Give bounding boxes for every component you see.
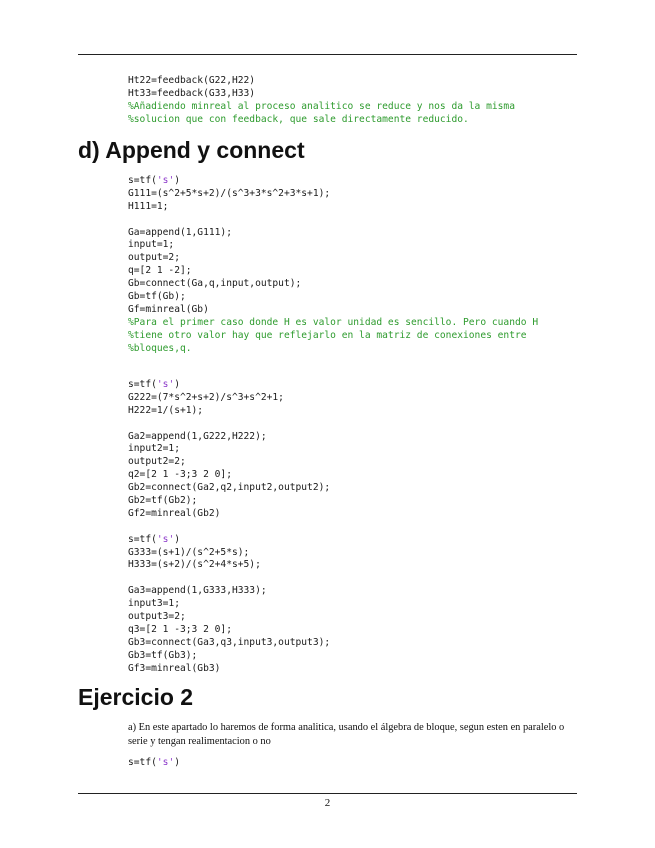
code-string-literal: 's' [156, 757, 175, 768]
code-comment-line: %bloques,q. [128, 342, 192, 354]
section-heading-append-connect: d) Append y connect [78, 137, 305, 163]
blank-line [128, 214, 538, 227]
blank-line [128, 521, 330, 534]
code-line: input=1; [128, 239, 175, 251]
header-rule [78, 54, 577, 55]
code-line: output2=2; [128, 456, 186, 468]
code-line: q2=[2 1 -3;3 2 0]; [128, 469, 232, 481]
code-line [128, 175, 538, 188]
code-block-ejercicio-2 [128, 757, 180, 770]
code-token: ) [174, 175, 180, 186]
code-token: s=tf( [128, 175, 157, 186]
code-line [128, 379, 330, 392]
code-block-feedback [128, 75, 515, 127]
code-line: Gf2=minreal(Gb2) [128, 507, 221, 519]
code-block-append-connect-1 [128, 175, 538, 355]
code-string-literal: 's' [156, 175, 175, 186]
code-line: Gb2=connect(Ga2,q2,input2,output2); [128, 482, 331, 494]
code-line: Gb3=connect(Ga3,q3,input3,output3); [128, 636, 331, 648]
code-line: H333=(s+2)/(s^2+4*s+5); [128, 559, 261, 571]
code-line: G222=(7*s^2+s+2)/s^3+s^2+1; [128, 391, 284, 403]
code-line: Gf=minreal(Gb) [128, 303, 209, 315]
code-line: Gb=connect(Ga,q,input,output); [128, 278, 302, 290]
code-line: Gb3=tf(Gb3); [128, 649, 198, 661]
code-block-append-connect-2 [128, 379, 330, 675]
page-number: 2 [324, 797, 331, 809]
code-comment-line: %Para el primer caso donde H es valor unidad es sencillo. Pero cuando H [128, 316, 539, 328]
code-line: input3=1; [128, 598, 180, 610]
blank-line [128, 572, 330, 585]
code-line: Gf3=minreal(Gb3) [128, 662, 221, 674]
ejercicio-2-paragraph: a) En este apartado lo haremos de forma analitica, usando el álgebra de bloque, segun esten en paralelo o serie y tengan realimentacion o no [128, 722, 565, 747]
code-line: G111=(s^2+5*s+2)/(s^3+3*s^2+3*s+1); [128, 187, 331, 199]
code-token: ) [174, 379, 180, 390]
code-line: H111=1; [128, 200, 169, 212]
code-line: Gb=tf(Gb); [128, 291, 186, 303]
code-line: input2=1; [128, 443, 180, 455]
code-string-literal: 's' [156, 379, 175, 390]
code-line: output=2; [128, 252, 180, 264]
code-token: s=tf( [128, 379, 157, 390]
code-line [128, 534, 330, 547]
code-line: q=[2 1 -2]; [128, 265, 192, 277]
code-token: ) [174, 533, 180, 545]
footer-rule [78, 793, 577, 794]
code-line: Ga3=append(1,G333,H333); [128, 585, 267, 597]
code-line: G333=(s+1)/(s^2+5*s); [128, 546, 250, 558]
section-heading-ejercicio-2: Ejercicio 2 [78, 684, 194, 710]
code-line: Ht33=feedback(G33,H33) [128, 87, 256, 99]
code-line: Ht22=feedback(G22,H22) [128, 75, 256, 86]
code-line: H222=1/(s+1); [128, 404, 204, 416]
code-comment-line: %tiene otro valor hay que reflejarlo en la matriz de conexiones entre [128, 329, 527, 341]
blank-line [128, 418, 330, 431]
code-token: ) [174, 757, 180, 768]
code-token: s=tf( [128, 757, 157, 768]
code-line: Ga2=append(1,G222,H222); [128, 430, 267, 442]
code-line [128, 757, 180, 770]
code-line: Ga=append(1,G111); [128, 226, 232, 238]
code-comment-line: %solucion que con feedback, que sale directamente reducido. [128, 113, 469, 125]
code-string-literal: 's' [156, 533, 175, 545]
code-line: output3=2; [128, 611, 186, 623]
code-line: q3=[2 1 -3;3 2 0]; [128, 623, 232, 635]
code-token: s=tf( [128, 533, 157, 545]
code-comment-line: %Añadiendo minreal al proceso analitico se reduce y nos da la misma [128, 100, 515, 112]
code-line: Gb2=tf(Gb2); [128, 495, 198, 507]
